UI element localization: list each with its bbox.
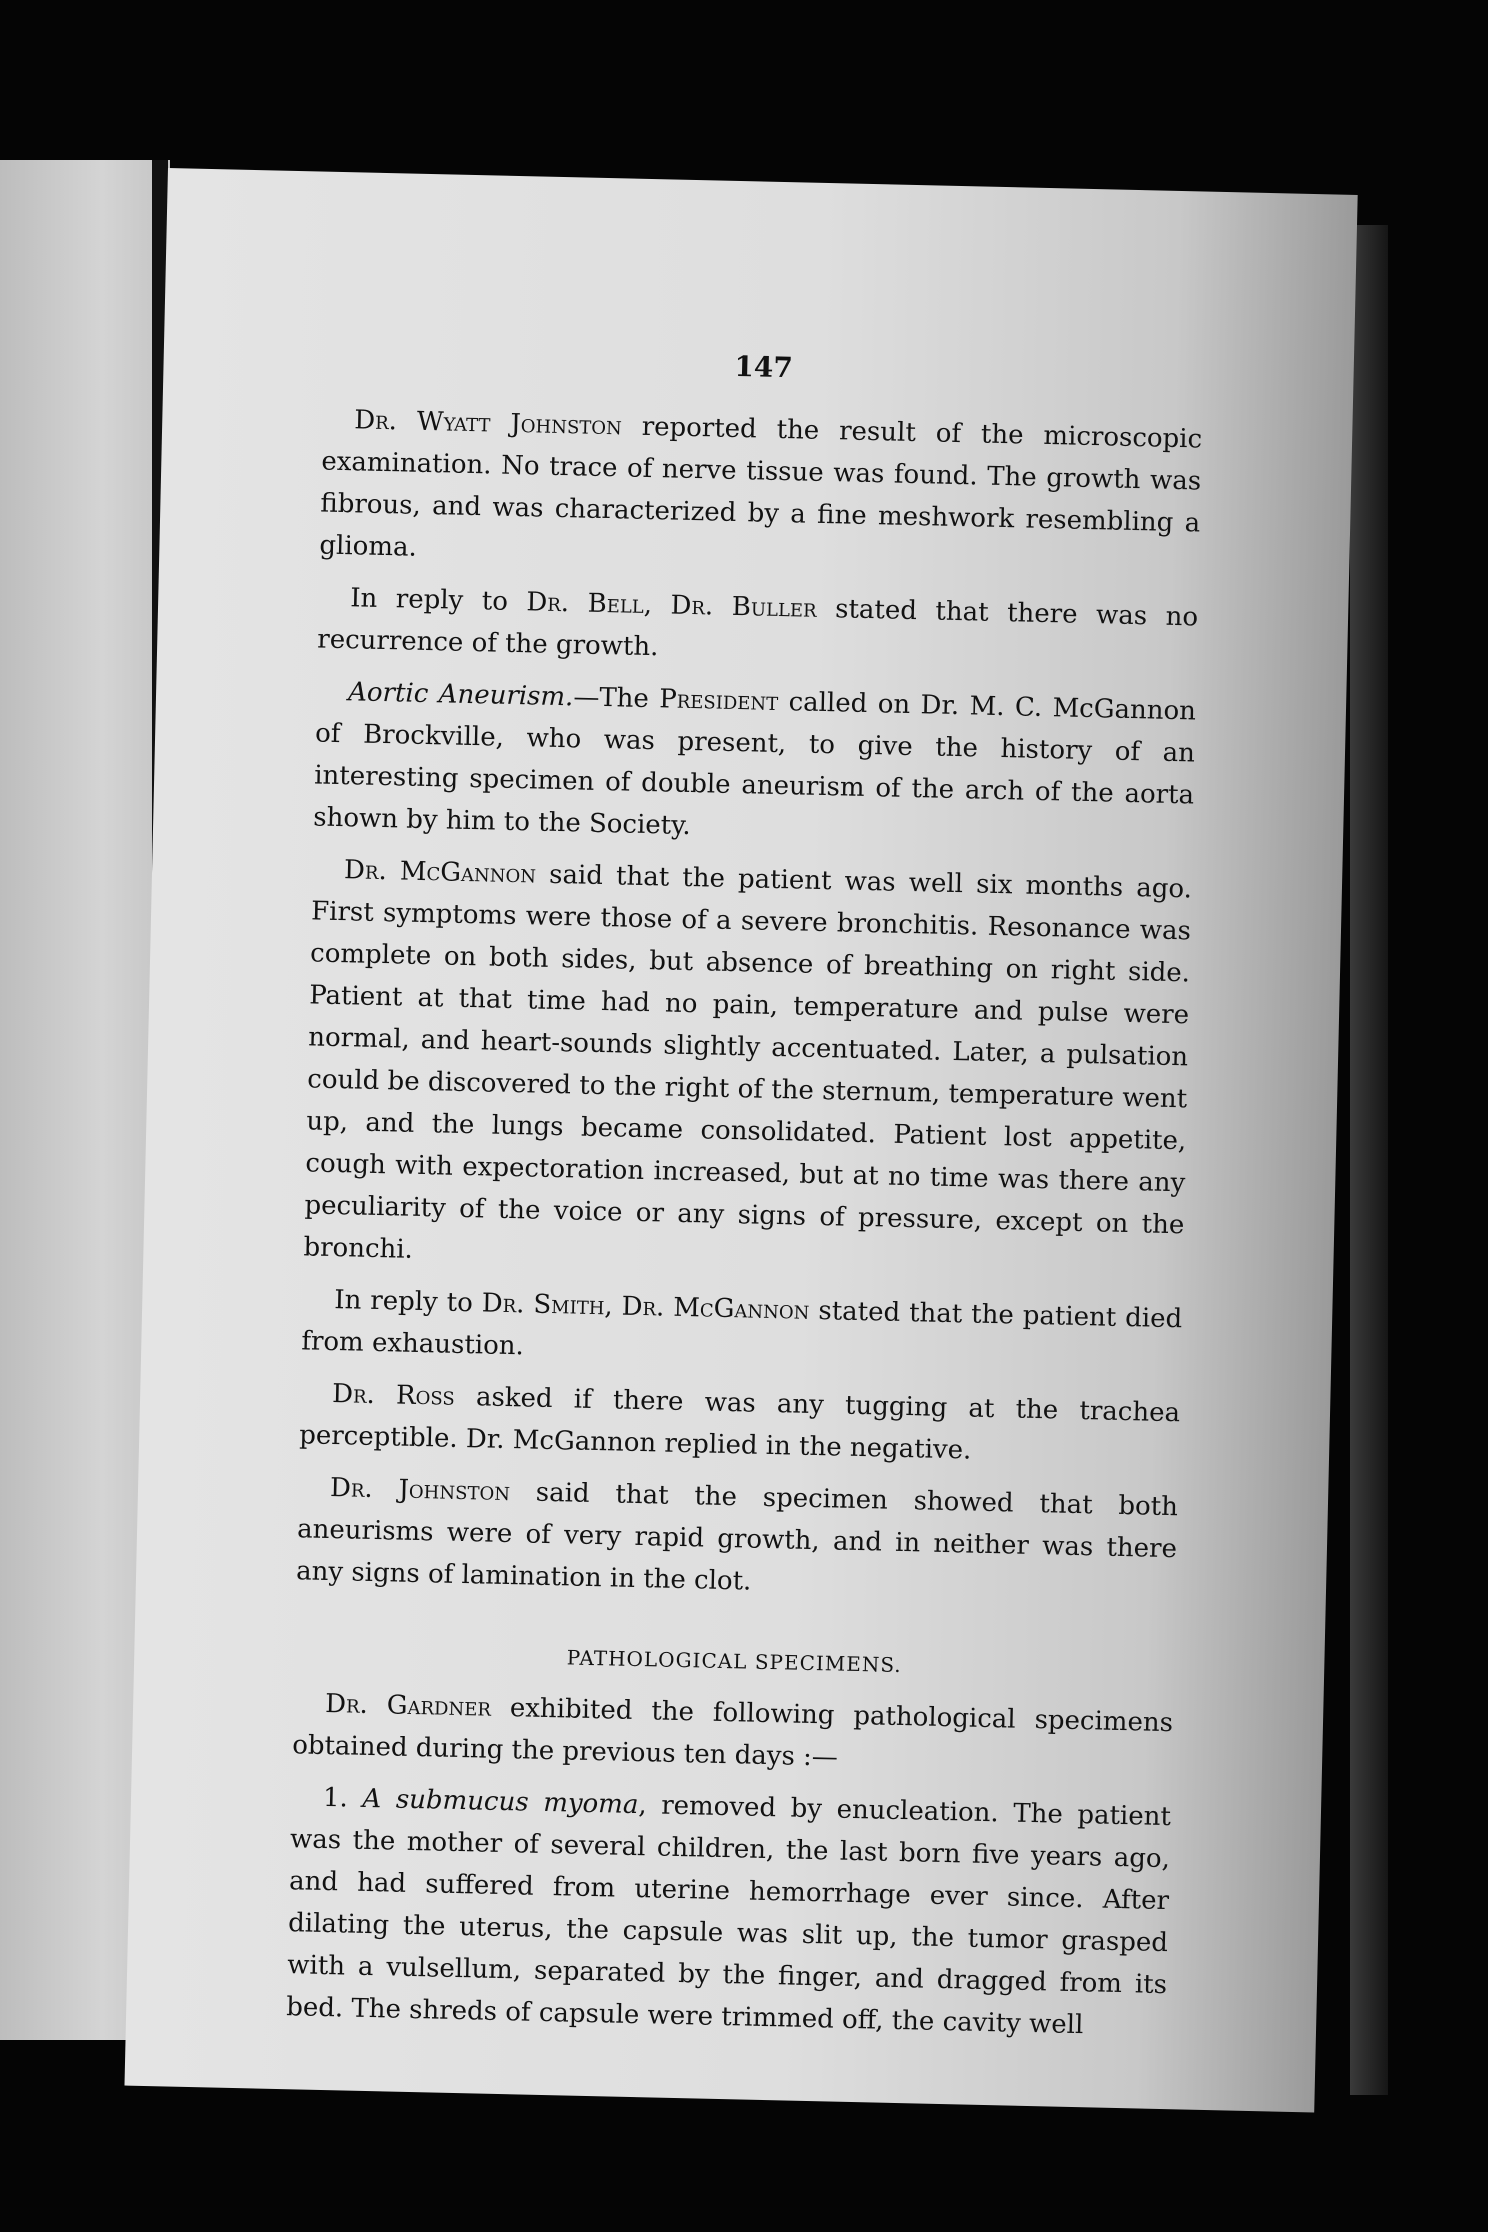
speaker: Dr. Buller — [670, 590, 817, 624]
section-heading: PATHOLOGICAL SPECIMENS. — [566, 1645, 902, 1678]
paragraph-specimen-1 — [286, 1776, 1171, 2048]
specimen-title: A submucus myoma — [362, 1783, 639, 1821]
speaker: Dr. Johnston — [329, 1473, 511, 1508]
speaker: Dr. Ross — [331, 1379, 456, 1412]
item-number: 1. — [322, 1782, 363, 1814]
paragraph-smith-reply — [301, 1278, 1183, 1382]
paragraph-text: stated that there was no recurrence of the growth. — [317, 593, 1199, 663]
speaker: Dr. Wyatt Johnston — [353, 405, 623, 442]
paragraph-johnston-report — [319, 399, 1203, 587]
speaker: Dr. Gardner — [324, 1688, 492, 1723]
paragraph-lead: In reply to — [349, 583, 527, 618]
paragraph-text: stated that the patient died from exhaustion. — [301, 1295, 1183, 1362]
paragraph-aortic-aneurism — [313, 671, 1197, 859]
paragraph-buller-reply — [317, 577, 1199, 681]
speaker: Dr. McGannon — [343, 855, 537, 890]
paragraph-text: exhibited the following pathological specimens obtained during the previous ten days :— — [291, 1692, 1174, 1773]
dash: —The — [573, 682, 660, 715]
page-number: 147 — [734, 349, 794, 385]
paragraph-text: asked if there was any tugging at the trachea perceptible. Dr. McGannon replied in the negative. — [298, 1381, 1181, 1466]
paragraph-mcgannon-history — [303, 848, 1192, 1288]
paragraph-text: said that the specimen showed that both aneurisms were of very rapid growth, and in neither was there any signs of lamination in the clot. — [295, 1477, 1179, 1597]
paragraph-text: reported the result of the microscopic examination. No trace of nerve tissue was found. The growth was fibrous, and was characterized by a fine meshwork resembling a glioma. — [319, 411, 1203, 563]
paragraph-johnston-specimen — [296, 1466, 1179, 1612]
paragraph-ross-question — [299, 1372, 1181, 1476]
paragraph-title: Aortic Aneurism. — [347, 677, 574, 713]
page-text — [286, 337, 1204, 2059]
reference-name: Dr. Smith — [481, 1288, 605, 1322]
paragraph-text: called on Dr. M. C. McGannon of Brockville, who was present, to give the history of an interesting specimen of double aneurism of the arch of the aorta shown by him to the Society. — [312, 686, 1197, 842]
separator: , — [604, 1291, 623, 1322]
separator: , — [643, 589, 671, 621]
page-edge — [1350, 225, 1388, 2095]
speaker: President — [658, 684, 779, 717]
paragraph-gardner-exhibit — [292, 1682, 1174, 1786]
speaker: Dr. McGannon — [621, 1291, 810, 1326]
reference-name: Dr. Bell — [526, 587, 645, 620]
book-page — [124, 168, 1357, 2113]
paragraph-text: , removed by enucleation. The patient was the mother of several children, the last born five years ago, and had suffered from uterine hemorrhage ever since. After dilating the uterus, the capsule was slit up, the tumor grasped with a vulsellum, separated by the finger, and dragged from its bed. The shreds of capsule were trimmed off, the cavity well — [285, 1790, 1172, 2041]
paragraph-lead: In reply to — [334, 1285, 483, 1319]
paragraph-text: said that the patient was well six months ago. First symptoms were those of a severe bronchitis. Resonance was complete on both sides, but absence of breathing on right side. Patient at that time had no pain, temperature and pulse were normal, and heart-sounds slightly accentuated. Later, a pulsation could be discovered to the right of the sternum, temperature went up, and the lungs became consolidated. Patient lost appetite, cough with expectoration increased, but at no time was there any peculiarity of the voice or any signs of pressure, except on the bronchi. — [303, 859, 1193, 1265]
